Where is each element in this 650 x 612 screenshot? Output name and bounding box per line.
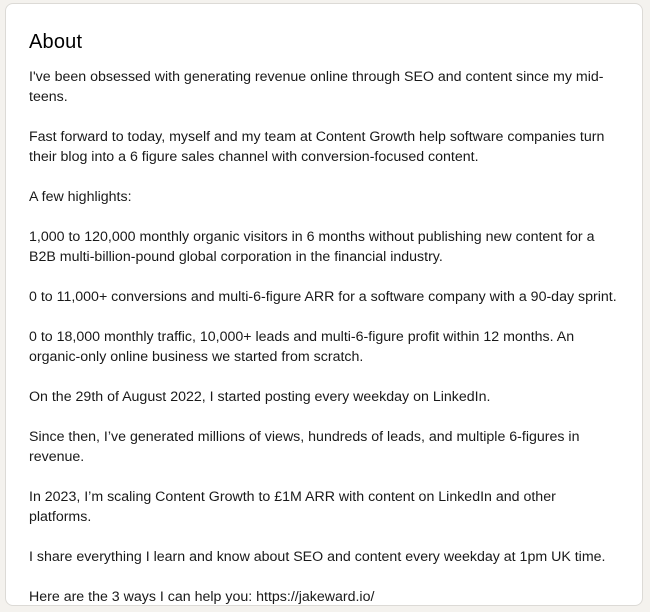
about-paragraph: 0 to 11,000+ conversions and multi-6-figure ARR for a software company with a 90-day sprint. [29, 289, 617, 305]
about-paragraph: I share everything I learn and know about SEO and content every weekday at 1pm UK time. [29, 549, 606, 565]
about-title: About [29, 31, 83, 53]
about-paragraph: I've been obsessed with generating revenue online through SEO and content since my mid- teens. [29, 69, 604, 105]
about-paragraph: 1,000 to 120,000 monthly organic visitors in 6 months without publishing new content for a B2B multi-billion-pound global corporation in the financial industry. [29, 229, 595, 265]
website-link[interactable]: https://jakeward.io/ [256, 589, 375, 605]
about-cta-text: Here are the 3 ways I can help you: [29, 589, 257, 605]
about-paragraph: In 2023, I’m scaling Content Growth to £1M ARR with content on LinkedIn and other platforms. [29, 489, 560, 525]
about-paragraph: 0 to 18,000 monthly traffic, 10,000+ leads and multi-6-figure profit within 12 months. An organic-only online business we started from scratch. [29, 329, 575, 365]
about-paragraph: A few highlights: [29, 189, 132, 205]
about-card [5, 3, 643, 606]
about-paragraph: Since then, I’ve generated millions of views, hundreds of leads, and multiple 6-figures in revenue. [29, 429, 580, 465]
about-cta-paragraph [29, 587, 619, 607]
about-paragraph: On the 29th of August 2022, I started posting every weekday on LinkedIn. [29, 389, 491, 405]
about-body [29, 67, 619, 607]
about-paragraph: Fast forward to today, myself and my team at Content Growth help software companies turn their blog into a 6 figure sales channel with conversion-focused content. [29, 129, 605, 165]
